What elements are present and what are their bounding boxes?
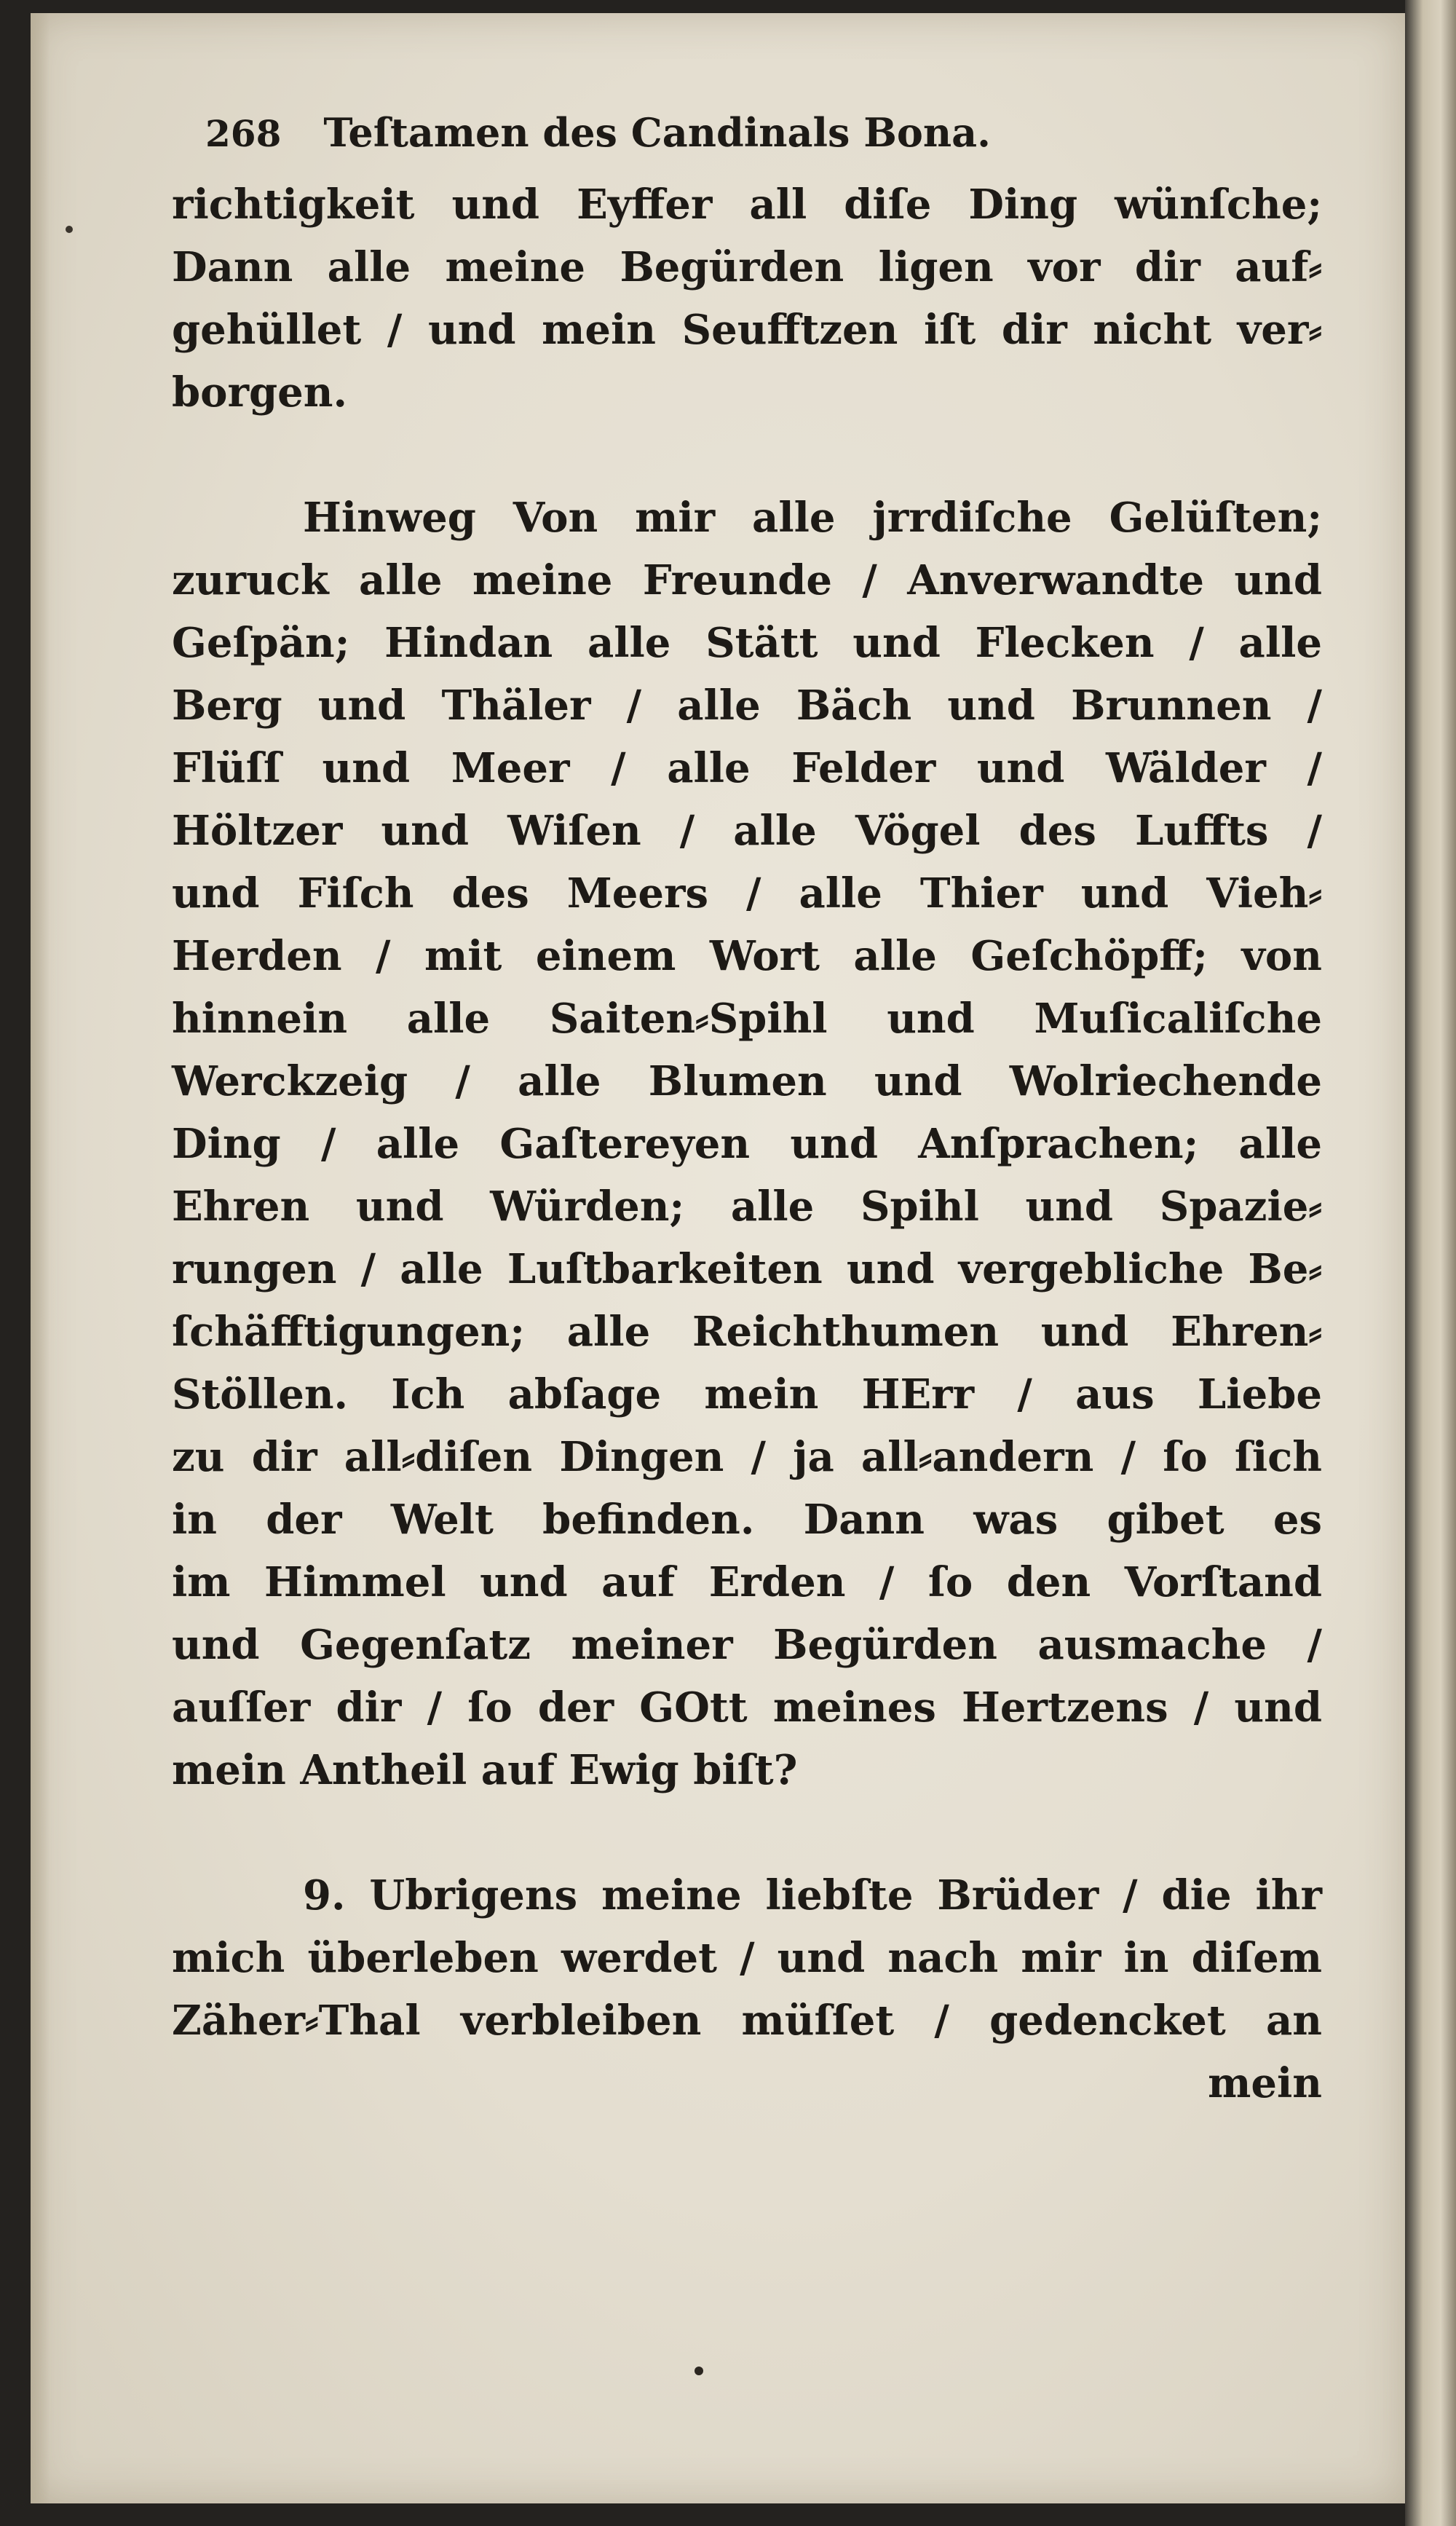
text-line: im Himmel und auf Erden / ſo den Vorſtand	[172, 1558, 1322, 1606]
page-text-block	[172, 109, 1322, 2115]
text-line: zuruck alle meine Freunde / Anverwandte und	[172, 556, 1322, 604]
text-line: in der Welt befinden. Dann was gibet es	[172, 1496, 1322, 1544]
paragraph-section-9	[172, 1864, 1322, 2115]
text-line: 9. Ubrigens meine liebſte Brüder / die ihr	[303, 1871, 1322, 1919]
text-line: borgen.	[172, 368, 348, 417]
text-line: mich überleben werdet / und nach mir in diſem	[172, 1934, 1322, 1982]
paragraph-renunciation	[172, 486, 1322, 1801]
page-gutter-shadow	[31, 13, 50, 2503]
running-head-title: Teſtamen des Candinals Bona.	[323, 109, 991, 156]
text-line: Berg und Thäler / alle Bäch und Brunnen /	[172, 682, 1322, 730]
text-line: und Gegenſatz meiner Begürden ausmache /	[172, 1621, 1322, 1669]
text-line: Höltzer und Wiſen / alle Vögel des Luffts /	[172, 807, 1322, 855]
text-line: zu dir all⸗diſen Dingen / ja all⸗andern / ſo ſich	[172, 1433, 1322, 1481]
text-line: Zäher⸗Thal verbleiben müſſet / gedencket an	[172, 1997, 1322, 2045]
ink-spot	[695, 2367, 703, 2375]
text-line: Ding / alle Gaſtereyen und Anſprachen; alle	[172, 1120, 1322, 1168]
adjacent-page-edge	[1405, 0, 1456, 2526]
text-line: gehüllet / und mein Seufftzen iſt dir nicht ver⸗	[172, 306, 1322, 354]
text-line: hinnein alle Saiten⸗Spihl und Muſicaliſche	[172, 995, 1322, 1043]
margin-mark	[66, 226, 73, 233]
running-head	[205, 109, 1322, 173]
text-line: Stöllen. Ich abſage mein HErr / aus Liebe	[172, 1370, 1322, 1418]
text-line: richtigkeit und Eyffer all diſe Ding wünſche;	[172, 181, 1322, 229]
text-line: Flüſſ und Meer / alle Felder und Wälder /	[172, 744, 1322, 792]
text-line: Herden / mit einem Wort alle Geſchöpff; von	[172, 932, 1322, 980]
page-number: 268	[205, 112, 282, 155]
text-line: Ehren und Würden; alle Spihl und Spazie⸗	[172, 1183, 1322, 1231]
text-line: rungen / alle Luſtbarkeiten und vergebliche Be⸗	[172, 1245, 1322, 1293]
paragraph-gap	[172, 1801, 1322, 1864]
text-line: und Fiſch des Meers / alle Thier und Vieh⸗	[172, 869, 1322, 917]
text-line: mein Antheil auf Ewig biſt?	[172, 1746, 798, 1794]
paragraph-gap	[172, 424, 1322, 486]
text-line: Dann alle meine Begürden ligen vor dir auf⸗	[172, 243, 1322, 291]
text-line: Hinweg Von mir alle jrrdiſche Gelüſten;	[303, 494, 1322, 542]
text-line: ſchäfftigungen; alle Reichthumen und Ehren⸗	[172, 1308, 1322, 1356]
paragraph-continuation	[172, 173, 1322, 424]
text-line: Geſpän; Hindan alle Stätt und Flecken / alle	[172, 619, 1322, 667]
text-line: auſſer dir / ſo der GOtt meines Hertzens / und	[172, 1684, 1322, 1732]
catchword: mein	[1208, 2059, 1322, 2107]
text-line: Werckzeig / alle Blumen und Wolriechende	[172, 1057, 1322, 1105]
